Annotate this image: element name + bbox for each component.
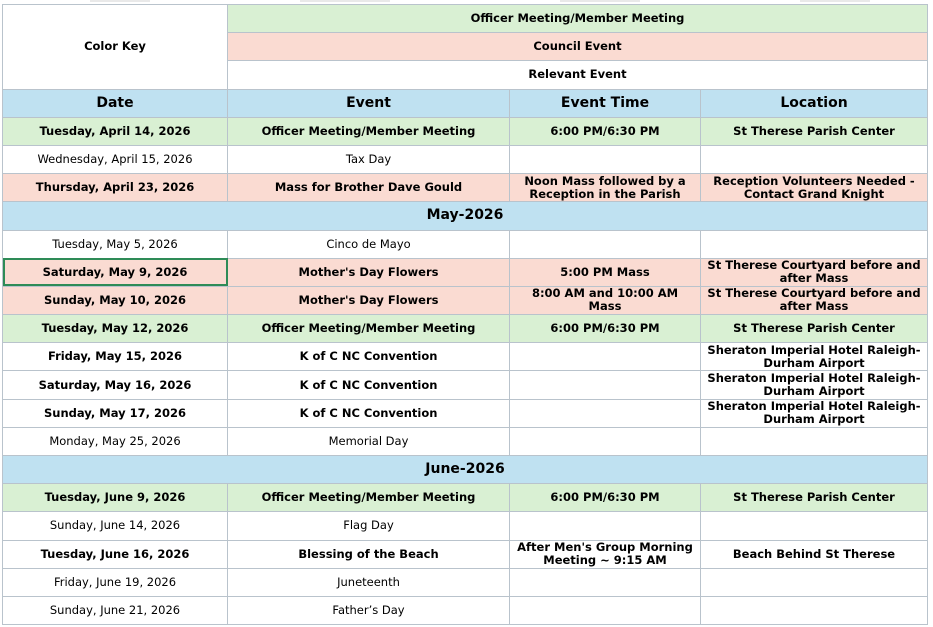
event-row <box>3 315 928 343</box>
color-key-council[interactable]: Council Event <box>228 33 928 61</box>
event-row <box>3 596 928 624</box>
event-row <box>3 117 928 145</box>
column-header-date[interactable]: Date <box>3 89 228 117</box>
event-time-cell[interactable] <box>510 399 701 427</box>
event-cell[interactable]: Father’s Day <box>228 596 510 624</box>
location-cell[interactable]: Reception Volunteers Needed - Contact Grand Knight <box>701 174 928 202</box>
event-cell[interactable]: Blessing of the Beach <box>228 540 510 568</box>
location-cell[interactable] <box>701 596 928 624</box>
event-row <box>3 230 928 258</box>
event-time-cell[interactable] <box>510 230 701 258</box>
calendar-table <box>2 4 928 625</box>
location-cell[interactable] <box>701 230 928 258</box>
event-time-cell[interactable] <box>510 371 701 399</box>
event-row <box>3 174 928 202</box>
location-cell[interactable]: St Therese Parish Center <box>701 315 928 343</box>
event-row <box>3 343 928 371</box>
event-cell[interactable]: Tax Day <box>228 145 510 173</box>
color-key-label[interactable]: Color Key <box>3 5 228 90</box>
event-cell[interactable]: Cinco de Mayo <box>228 230 510 258</box>
date-cell[interactable]: Tuesday, June 9, 2026 <box>3 484 228 512</box>
event-time-cell[interactable]: Noon Mass followed by a Reception in the Parish <box>510 174 701 202</box>
location-cell[interactable]: Beach Behind St Therese <box>701 540 928 568</box>
event-cell[interactable]: Juneteenth <box>228 568 510 596</box>
event-time-cell[interactable]: 5:00 PM Mass <box>510 258 701 286</box>
event-time-cell[interactable]: 6:00 PM/6:30 PM <box>510 117 701 145</box>
event-time-cell[interactable] <box>510 343 701 371</box>
event-cell[interactable]: Mother's Day Flowers <box>228 258 510 286</box>
date-cell[interactable]: Monday, May 25, 2026 <box>3 427 228 455</box>
location-cell[interactable] <box>701 568 928 596</box>
event-cell[interactable]: K of C NC Convention <box>228 371 510 399</box>
event-cell[interactable]: K of C NC Convention <box>228 399 510 427</box>
event-time-cell[interactable]: After Men's Group Morning Meeting ~ 9:15 AM <box>510 540 701 568</box>
event-cell[interactable]: Flag Day <box>228 512 510 540</box>
event-row <box>3 258 928 286</box>
location-cell[interactable]: St Therese Courtyard before and after Mass <box>701 258 928 286</box>
date-cell[interactable]: Tuesday, May 12, 2026 <box>3 315 228 343</box>
event-time-cell[interactable] <box>510 512 701 540</box>
event-row <box>3 145 928 173</box>
event-row <box>3 540 928 568</box>
event-row <box>3 371 928 399</box>
date-cell[interactable]: Sunday, June 21, 2026 <box>3 596 228 624</box>
date-cell[interactable]: Tuesday, April 14, 2026 <box>3 117 228 145</box>
location-cell[interactable]: Sheraton Imperial Hotel Raleigh-Durham Airport <box>701 371 928 399</box>
event-cell[interactable]: Officer Meeting/Member Meeting <box>228 315 510 343</box>
date-cell[interactable]: Friday, June 19, 2026 <box>3 568 228 596</box>
event-row <box>3 484 928 512</box>
event-row <box>3 568 928 596</box>
event-row <box>3 399 928 427</box>
date-cell[interactable]: Saturday, May 16, 2026 <box>3 371 228 399</box>
event-time-cell[interactable] <box>510 596 701 624</box>
event-time-cell[interactable]: 6:00 PM/6:30 PM <box>510 484 701 512</box>
month-header[interactable]: May-2026 <box>3 202 928 230</box>
month-header[interactable]: June-2026 <box>3 456 928 484</box>
color-key-relevant[interactable]: Relevant Event <box>228 61 928 89</box>
location-cell[interactable]: St Therese Parish Center <box>701 117 928 145</box>
date-cell[interactable]: Friday, May 15, 2026 <box>3 343 228 371</box>
event-cell[interactable]: Mass for Brother Dave Gould <box>228 174 510 202</box>
event-row <box>3 512 928 540</box>
location-cell[interactable]: Sheraton Imperial Hotel Raleigh-Durham Airport <box>701 343 928 371</box>
event-cell[interactable]: Memorial Day <box>228 427 510 455</box>
event-row <box>3 286 928 314</box>
date-cell[interactable]: Tuesday, June 16, 2026 <box>3 540 228 568</box>
event-row <box>3 427 928 455</box>
date-cell[interactable]: Sunday, May 17, 2026 <box>3 399 228 427</box>
event-cell[interactable]: Mother's Day Flowers <box>228 286 510 314</box>
event-time-cell[interactable] <box>510 568 701 596</box>
date-cell[interactable]: Wednesday, April 15, 2026 <box>3 145 228 173</box>
event-time-cell[interactable] <box>510 145 701 173</box>
column-header-location[interactable]: Location <box>701 89 928 117</box>
month-header-row <box>3 456 928 484</box>
event-time-cell[interactable]: 6:00 PM/6:30 PM <box>510 315 701 343</box>
event-time-cell[interactable] <box>510 427 701 455</box>
event-cell[interactable]: Officer Meeting/Member Meeting <box>228 484 510 512</box>
column-header-event-time[interactable]: Event Time <box>510 89 701 117</box>
event-cell[interactable]: Officer Meeting/Member Meeting <box>228 117 510 145</box>
event-time-cell[interactable]: 8:00 AM and 10:00 AM Mass <box>510 286 701 314</box>
location-cell[interactable]: St Therese Parish Center <box>701 484 928 512</box>
date-cell[interactable]: Thursday, April 23, 2026 <box>3 174 228 202</box>
color-key-officer[interactable]: Officer Meeting/Member Meeting <box>228 5 928 33</box>
location-cell[interactable] <box>701 427 928 455</box>
date-cell[interactable]: Sunday, May 10, 2026 <box>3 286 228 314</box>
date-cell[interactable]: Saturday, May 9, 2026 <box>3 258 228 286</box>
location-cell[interactable] <box>701 145 928 173</box>
month-header-row <box>3 202 928 230</box>
location-cell[interactable]: St Therese Courtyard before and after Mass <box>701 286 928 314</box>
location-cell[interactable] <box>701 512 928 540</box>
location-cell[interactable]: Sheraton Imperial Hotel Raleigh-Durham Airport <box>701 399 928 427</box>
column-header-event[interactable]: Event <box>228 89 510 117</box>
date-cell[interactable]: Tuesday, May 5, 2026 <box>3 230 228 258</box>
date-cell[interactable]: Sunday, June 14, 2026 <box>3 512 228 540</box>
event-cell[interactable]: K of C NC Convention <box>228 343 510 371</box>
column-header-row <box>3 89 928 117</box>
